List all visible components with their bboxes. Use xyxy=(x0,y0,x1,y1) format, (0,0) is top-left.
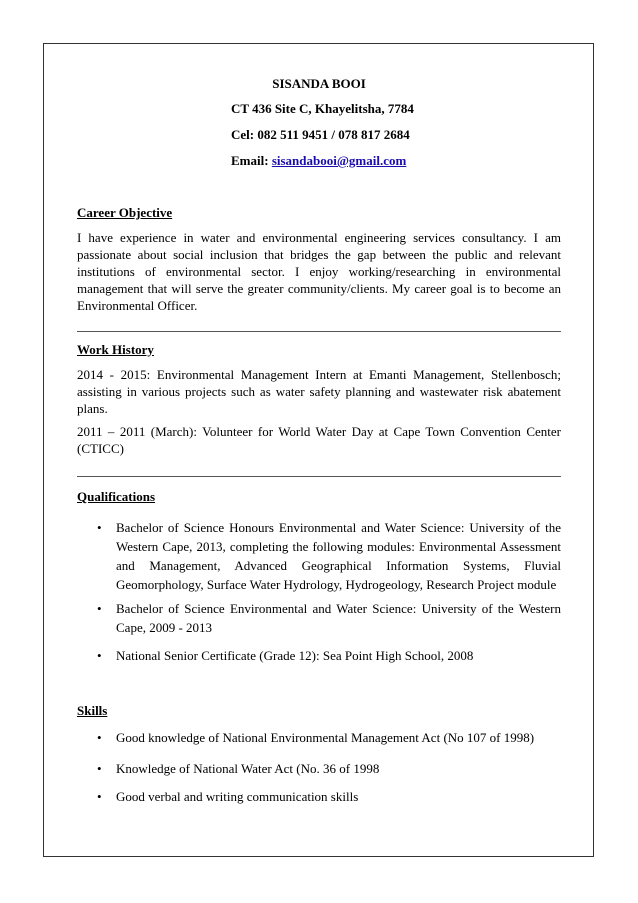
skills-heading: Skills xyxy=(77,703,108,718)
qualifications-heading: Qualifications xyxy=(77,489,156,504)
qualification-text: Bachelor of Science Environmental and Water Science: University of the Western Cape, 2009 - 2013 xyxy=(116,601,561,635)
divider xyxy=(77,331,561,332)
divider xyxy=(77,476,561,477)
bullet-icon: • xyxy=(97,789,102,804)
work-history-entry: 2014 - 2015: Environmental Management Intern at Emanti Management, Stellenbosch; assisting in various projects such as water safety planning and wastewater risk abatement plans. xyxy=(77,367,561,416)
bullet-icon: • xyxy=(97,520,102,535)
skill-text: Good knowledge of National Environmental Management Act (No 107 of 1998) xyxy=(116,730,535,745)
career-objective-heading: Career Objective xyxy=(77,205,173,220)
email-link[interactable]: sisandabooi@gmail.com xyxy=(271,153,407,168)
work-history-heading: Work History xyxy=(77,342,154,357)
phone: Cel: 082 511 9451 / 078 817 2684 xyxy=(231,127,410,142)
bullet-icon: • xyxy=(97,648,102,663)
skill-text: Good verbal and writing communication skills xyxy=(116,789,359,804)
work-history-entry: 2011 – 2011 (March): Volunteer for World Water Day at Cape Town Convention Center (CTICC) xyxy=(77,424,561,456)
bullet-icon: • xyxy=(97,761,102,776)
candidate-name: SISANDA BOOI xyxy=(272,76,366,91)
skill-item xyxy=(97,787,561,806)
career-objective-text: I have experience in water and environmental engineering services consultancy. I am passionate about social inclusion that bridges the gap between the public and relevant institutions of environmental sector. I enjoy working/researching in environmental management that will serve the greater community/clients. My career goal is to become an Environmental Officer. xyxy=(77,230,561,313)
bullet-icon: • xyxy=(97,601,102,616)
skill-item xyxy=(97,728,561,747)
qualification-item xyxy=(97,518,561,594)
email-label: Email: xyxy=(231,153,272,168)
qualification-item xyxy=(97,599,561,637)
address: CT 436 Site C, Khayelitsha, 7784 xyxy=(231,101,414,116)
bullet-icon: • xyxy=(97,730,102,745)
skill-item xyxy=(97,759,561,778)
email-line xyxy=(231,153,406,169)
skill-text: Knowledge of National Water Act (No. 36 of 1998 xyxy=(116,761,380,776)
qualification-item xyxy=(97,646,561,665)
qualification-text: National Senior Certificate (Grade 12): Sea Point High School, 2008 xyxy=(116,648,474,663)
qualification-text: Bachelor of Science Honours Environmental and Water Science: University of the Western Cape, 2013, completing the following modules: Environmental Assessment and Management, Advanced Geographical Information Systems, Fluvial Geomorphology, Surface Water Hydrology, Hydrogeology, Research Project module xyxy=(116,520,561,592)
